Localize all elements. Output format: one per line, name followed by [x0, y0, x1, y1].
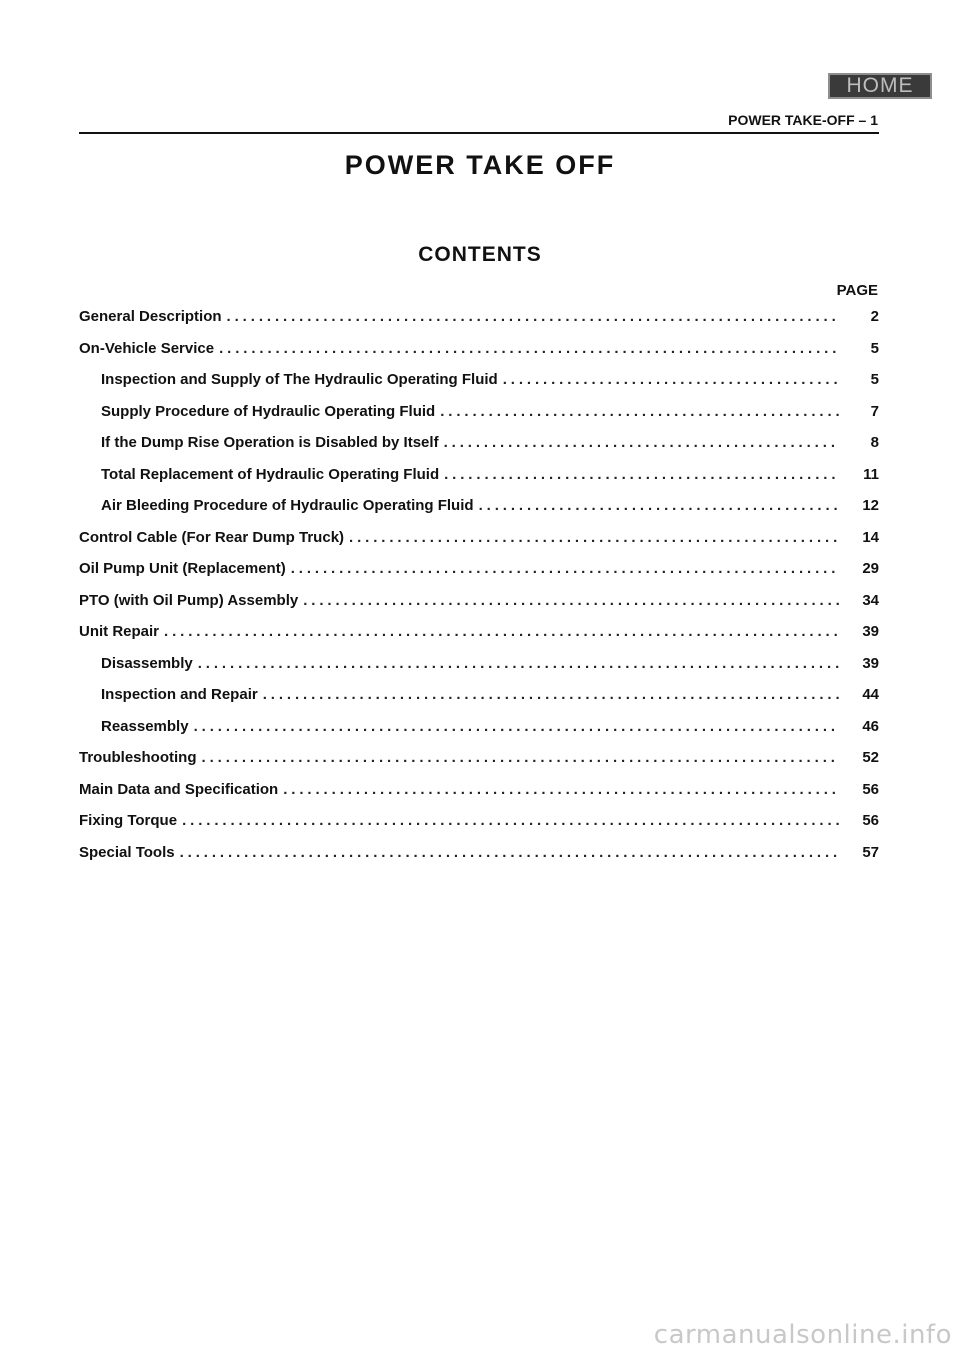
toc-entry-page: 29 — [862, 560, 879, 577]
toc-entry-page: 14 — [862, 528, 879, 546]
document-title: POWER TAKE OFF — [344, 150, 616, 180]
toc-subentry[interactable] — [79, 403, 879, 435]
toc-entry-page: 57 — [862, 843, 879, 861]
toc-entry[interactable] — [79, 308, 879, 340]
toc-subentry[interactable] — [79, 655, 879, 687]
toc-entry-title: Troubleshooting — [79, 749, 197, 766]
toc-subentry[interactable] — [79, 718, 879, 750]
toc-entry-page: 7 — [870, 402, 879, 420]
toc-entry[interactable] — [79, 844, 879, 876]
toc-entry-title: General Description — [79, 308, 222, 325]
toc-dot-leader — [263, 686, 839, 703]
toc-subentry[interactable] — [79, 371, 879, 403]
toc-entry-title: PTO (with Oil Pump) Assembly — [79, 591, 299, 609]
toc-dot-leader — [303, 592, 839, 609]
page-column-label: PAGE — [836, 282, 878, 299]
toc-dot-leader — [219, 340, 839, 357]
toc-subentry[interactable] — [79, 434, 879, 466]
toc-entry-page: 2 — [870, 308, 879, 325]
toc-entry-title: Main Data and Specification — [79, 780, 279, 798]
toc-entry-title: Inspection and Supply of The Hydraulic Operating Fluid — [101, 371, 498, 388]
toc-entry-title: Reassembly — [101, 717, 189, 735]
toc-entry-page: 8 — [870, 434, 879, 451]
toc-entry-title: Oil Pump Unit (Replacement) — [79, 560, 286, 577]
toc-entry-page: 5 — [870, 339, 879, 357]
toc-dot-leader — [479, 497, 839, 514]
toc-entry-page: 34 — [862, 591, 879, 609]
toc-subentry[interactable] — [79, 497, 879, 529]
toc-entry-title: Control Cable (For Rear Dump Truck) — [79, 528, 345, 546]
toc-entry-title: Supply Procedure of Hydraulic Operating Fluid — [101, 402, 436, 420]
toc-entry-title: If the Dump Rise Operation is Disabled by Itself — [101, 434, 439, 451]
toc-entry[interactable] — [79, 560, 879, 592]
toc-entry[interactable] — [79, 529, 879, 561]
toc-entry-title: Inspection and Repair — [101, 686, 258, 703]
toc-dot-leader — [180, 844, 839, 861]
toc-entry-page: 11 — [863, 465, 879, 483]
toc-dot-leader — [440, 403, 839, 420]
toc-entry[interactable] — [79, 623, 879, 655]
toc-entry-page: 5 — [870, 371, 879, 388]
toc-entry-page: 39 — [862, 654, 879, 672]
toc-dot-leader — [349, 529, 839, 546]
toc-dot-leader — [444, 434, 839, 451]
toc-dot-leader — [202, 749, 840, 766]
running-header: POWER TAKE-OFF – 1 — [728, 112, 878, 128]
toc-entry-page: 46 — [862, 717, 879, 735]
toc-entry-page: 56 — [862, 780, 879, 798]
toc-entry-page: 52 — [862, 749, 879, 766]
toc-dot-leader — [164, 623, 839, 640]
toc-entry-title: Unit Repair — [79, 623, 160, 640]
toc-dot-leader — [291, 560, 839, 577]
toc-entry-page: 39 — [862, 623, 879, 640]
toc-entry-page: 44 — [862, 686, 879, 703]
toc-entry[interactable] — [79, 592, 879, 624]
toc-entry-title: Special Tools — [79, 843, 175, 861]
toc-entry-page: 12 — [862, 497, 879, 514]
toc-dot-leader — [503, 371, 839, 388]
toc-dot-leader — [194, 718, 839, 735]
toc-entry[interactable] — [79, 812, 879, 844]
site-watermark: carmanualsonline.info — [653, 1320, 952, 1350]
contents-heading: CONTENTS — [418, 243, 542, 266]
toc-dot-leader — [198, 655, 839, 672]
toc-subentry[interactable] — [79, 686, 879, 718]
toc-entry-title: Air Bleeding Procedure of Hydraulic Operating Fluid — [101, 497, 474, 514]
toc-entry-title: Total Replacement of Hydraulic Operating Fluid — [101, 465, 440, 483]
toc-entry-title: On-Vehicle Service — [79, 339, 215, 357]
header-divider — [79, 132, 879, 134]
toc-dot-leader — [182, 812, 839, 829]
toc-entry-title: Fixing Torque — [79, 812, 178, 829]
toc-dot-leader — [227, 308, 839, 325]
toc-dot-leader — [444, 466, 839, 483]
toc-entry[interactable] — [79, 340, 879, 372]
toc-entry-title: Disassembly — [101, 654, 193, 672]
table-of-contents — [79, 308, 879, 875]
home-button[interactable]: HOME — [828, 73, 932, 99]
toc-entry-page: 56 — [862, 812, 879, 829]
toc-entry[interactable] — [79, 781, 879, 813]
toc-entry[interactable] — [79, 749, 879, 781]
toc-subentry[interactable] — [79, 466, 879, 498]
toc-dot-leader — [283, 781, 839, 798]
